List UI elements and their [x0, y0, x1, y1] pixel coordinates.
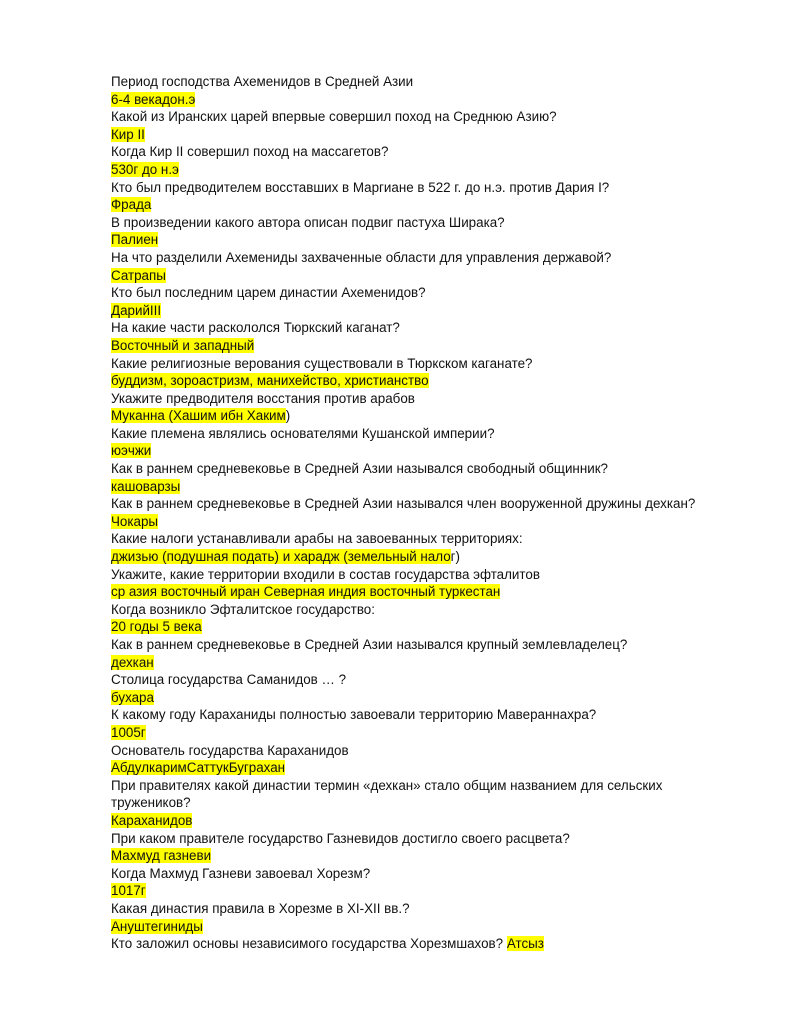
answer-highlight: Кир II — [111, 126, 145, 142]
question-line: Как в раннем средневековье в Средней Азии назывался свободный общинник? — [111, 461, 609, 477]
answer-line — [111, 161, 731, 179]
answer-highlight: 20 годы 5 века — [111, 619, 202, 635]
question-line: Когда Махмуд Газневи завоевал Хорезм? — [111, 865, 371, 881]
answer-line — [111, 442, 731, 460]
document-body — [111, 73, 731, 953]
question-line: Укажите, какие территории входили в состав государства эфталитов — [111, 566, 540, 582]
answer-highlight: Палиен — [111, 232, 159, 248]
answer-line — [111, 302, 731, 320]
question-line: Как в раннем средневековье в Средней Азии назывался член вооруженной дружины дехкан? — [111, 496, 696, 512]
answer-highlight: Атсыз — [506, 936, 544, 952]
question-line: Столица государства Саманидов … ? — [111, 672, 347, 688]
answer-highlight: Махмуд газневи — [111, 848, 212, 864]
answer-line — [111, 372, 731, 390]
question-line: Какие племена являлись основателями Кушанской империи? — [111, 425, 495, 441]
answer-line — [111, 478, 731, 496]
answer-highlight: буддизм, зороастризм, манихейство, христианство — [111, 373, 429, 389]
question-line: Какие налоги устанавливали арабы на завоеванных территориях: — [111, 531, 523, 547]
answer-highlight: ДарийIII — [111, 302, 162, 318]
answer-highlight: Восточный и западный — [111, 337, 255, 353]
question-line: Какая династия правила в Хорезме в XI-XII вв.? — [111, 900, 410, 916]
answer-highlight: Чокары — [111, 513, 159, 529]
question-line: Как в раннем средневековье в Средней Азии назывался крупный землевладелец? — [111, 637, 628, 652]
question-line: На что разделили Ахемениды захваченные области для управления державой? — [111, 249, 612, 265]
answer-highlight: ср азия восточный иран Северная индия восточный туркестан — [111, 584, 501, 600]
answer-line — [111, 847, 731, 865]
answer-line — [111, 618, 731, 636]
question-line: В произведении какого автора описан подвиг пастуха Ширака? — [111, 214, 505, 230]
question-line: К какому году Караханиды полностью завоевали территорию Мавераннахра? — [111, 707, 597, 723]
question-line: Какие религиозные верования существовали в Тюркском каганате? — [111, 355, 533, 371]
answer-line — [111, 918, 731, 936]
answer-line — [111, 654, 731, 672]
answer-highlight: Сатрапы — [111, 267, 166, 283]
answer-highlight: 1017г — [111, 883, 146, 899]
answer-highlight: Фрада — [111, 197, 152, 213]
question-line — [111, 935, 731, 953]
question-line: Кто был последним царем династии Ахеменидов? — [111, 285, 426, 301]
answer-highlight: джизью (подушная подать) и харадж (земельный нало — [111, 549, 451, 565]
answer-line — [111, 267, 731, 285]
answer-highlight: юэчжи — [111, 443, 152, 459]
answer-highlight: Муканна (Хашим ибн Хаким — [111, 408, 286, 424]
question-line: Какой из Иранских царей впервые совершил поход на Среднюю Азию? — [111, 109, 557, 125]
answer-highlight: Ануштегиниды — [111, 918, 203, 934]
answer-line — [111, 407, 731, 425]
answer-highlight: дехкан — [111, 654, 154, 670]
question-line: Укажите предводителя восстания против арабов — [111, 390, 415, 406]
answer-highlight: 6-4 векадон.э — [111, 91, 196, 107]
answer-line — [111, 583, 731, 601]
answer-highlight: Караханидов — [111, 812, 193, 828]
question-line: На какие части раскололся Тюркский каганат? — [111, 320, 400, 336]
last-question: Кто заложил основы независимого государства Хорезмшахов? — [111, 936, 504, 952]
answer-highlight: бухара — [111, 689, 154, 705]
answer-highlight: АбдулкаримСаттукБуграхан — [111, 760, 286, 776]
answer-line — [111, 231, 731, 249]
answer-highlight: кашоварзы — [111, 478, 181, 494]
answer-highlight: 530г до н.э — [111, 161, 179, 177]
answer-line — [111, 196, 731, 214]
answer-line — [111, 882, 731, 900]
answer-line — [111, 126, 731, 144]
answer-tail: ) — [285, 408, 291, 424]
answer-line — [111, 513, 731, 531]
answer-line — [111, 91, 731, 109]
answer-line — [111, 759, 731, 777]
question-line: При правителях какой династии термин «дехкан» стало общим названием для сельских тружеников? — [111, 777, 663, 811]
answer-highlight: 1005г — [111, 724, 146, 740]
answer-tail: г) — [450, 549, 461, 565]
question-line: Когда возникло Эфталитское государство: — [111, 601, 375, 617]
answer-line — [111, 548, 731, 566]
question-line: При каком правителе государство Газневидов достигло своего расцвета? — [111, 830, 570, 846]
answer-line — [111, 337, 731, 355]
document-title: Период господства Ахеменидов в Средней Азии — [111, 74, 414, 89]
answer-line — [111, 812, 731, 830]
question-line: Кто был предводителем восставших в Маргиане в 522 г. до н.э. против Дария I? — [111, 179, 610, 195]
question-line: Когда Кир II совершил поход на массагетов? — [111, 144, 389, 160]
answer-line — [111, 724, 731, 742]
question-line: Основатель государства Караханидов — [111, 742, 349, 758]
answer-line — [111, 689, 731, 707]
